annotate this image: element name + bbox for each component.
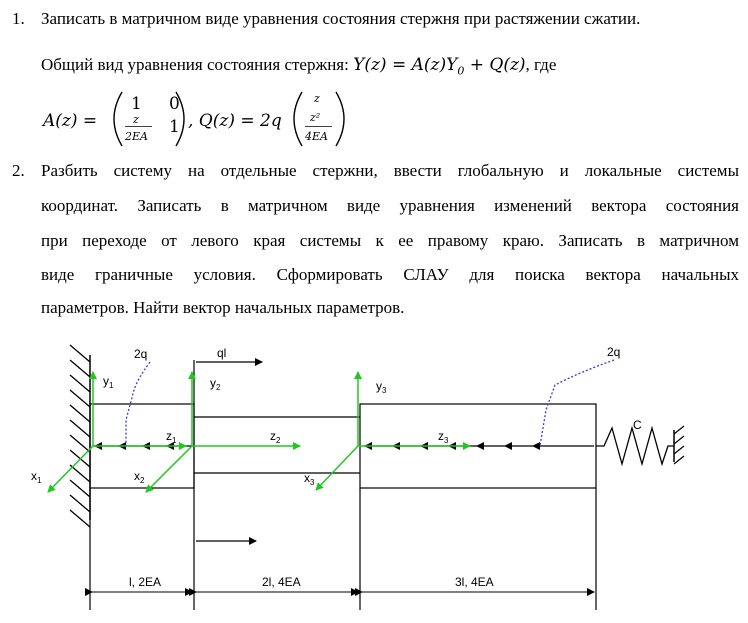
matrix-a-left-paren: [114, 92, 122, 146]
axis-x3-label: $x_3$: [304, 471, 315, 487]
matrix-q-right-paren: [336, 92, 344, 146]
matrix-a-m12: 0: [169, 94, 180, 114]
general-equation-formula-tail: + Q(z): [464, 55, 526, 75]
task-1-number: 1.: [12, 9, 25, 28]
axis-z3-label: $z_3$: [438, 429, 449, 445]
force-ql-label: ql: [217, 346, 227, 360]
load-label-right: 2q: [607, 345, 621, 359]
axis-z2-label: $z_2$: [270, 429, 281, 445]
local-axes-3: [316, 372, 470, 490]
rod-system-figure: [0, 335, 748, 623]
axis-y1-label: $y_1$: [103, 374, 114, 390]
matrix-a-m22: 1: [169, 117, 180, 137]
matrix-q-v2-num: z²: [310, 111, 321, 124]
general-equation-suffix: , где: [525, 55, 557, 74]
matrix-q-v2-den: 4EA: [305, 130, 328, 143]
matrix-q-v1: z: [314, 92, 320, 105]
task-1-text: Записать в матричном виде уравнения состояния стержня при растяжении сжатии.: [41, 9, 641, 28]
axis-x2-label: $x_2$: [134, 469, 145, 485]
dimension-label-rod-3: 3l, 4EA: [455, 575, 494, 589]
matrix-a-m21-num: z: [133, 113, 139, 126]
task-2-line-3: при переходе от левого края системы к ее правому краю. Записать в матричном: [41, 231, 739, 250]
fixed-wall-support: [70, 345, 90, 527]
task-2-number: 2.: [12, 161, 25, 180]
matrix-a-m21-den: 2EA: [125, 130, 148, 143]
load-label-left: 2q: [134, 347, 148, 361]
general-equation-formula-sub: 0: [457, 64, 465, 78]
general-equation-formula: Y(z) = A(z)Y: [353, 55, 458, 75]
load-leader-right: [540, 360, 614, 446]
axis-y3-label: $y_3$: [376, 379, 387, 395]
task-2-line-1: Разбить систему на отдельные стержни, ввести глобальную и локальные системы: [41, 161, 739, 180]
general-equation-prefix: Общий вид уравнения состояния стержня:: [41, 55, 354, 74]
dimension-label-rod-1: l, 2EA: [129, 575, 162, 589]
task-2-line-5: параметров. Найти вектор начальных параметров.: [41, 298, 405, 317]
matrix-a-m11: 1: [131, 94, 142, 114]
matrix-q-label: , Q(z) = 2q: [188, 111, 282, 131]
dimension-label-rod-2: 2l, 4EA: [262, 575, 301, 589]
task-2-line-4: виде граничные условия. Сформировать СЛАУ для поиска вектора начальных: [41, 265, 739, 284]
general-equation: [41, 55, 556, 77]
axis-x1-label: $x_1$: [31, 469, 42, 485]
rod-outlines: [90, 360, 596, 610]
matrix-formulas: [40, 88, 370, 150]
matrix-a-label: A(z) =: [43, 111, 98, 131]
spring-label: C: [633, 418, 642, 432]
axis-y2-label: $y_2$: [210, 376, 221, 392]
axis-z1-label: $z_1$: [166, 429, 177, 445]
matrix-q-left-paren: [294, 92, 302, 146]
task-2-line-2: координат. Записать в матричном виде уравнения изменений вектора состояния: [41, 196, 739, 215]
